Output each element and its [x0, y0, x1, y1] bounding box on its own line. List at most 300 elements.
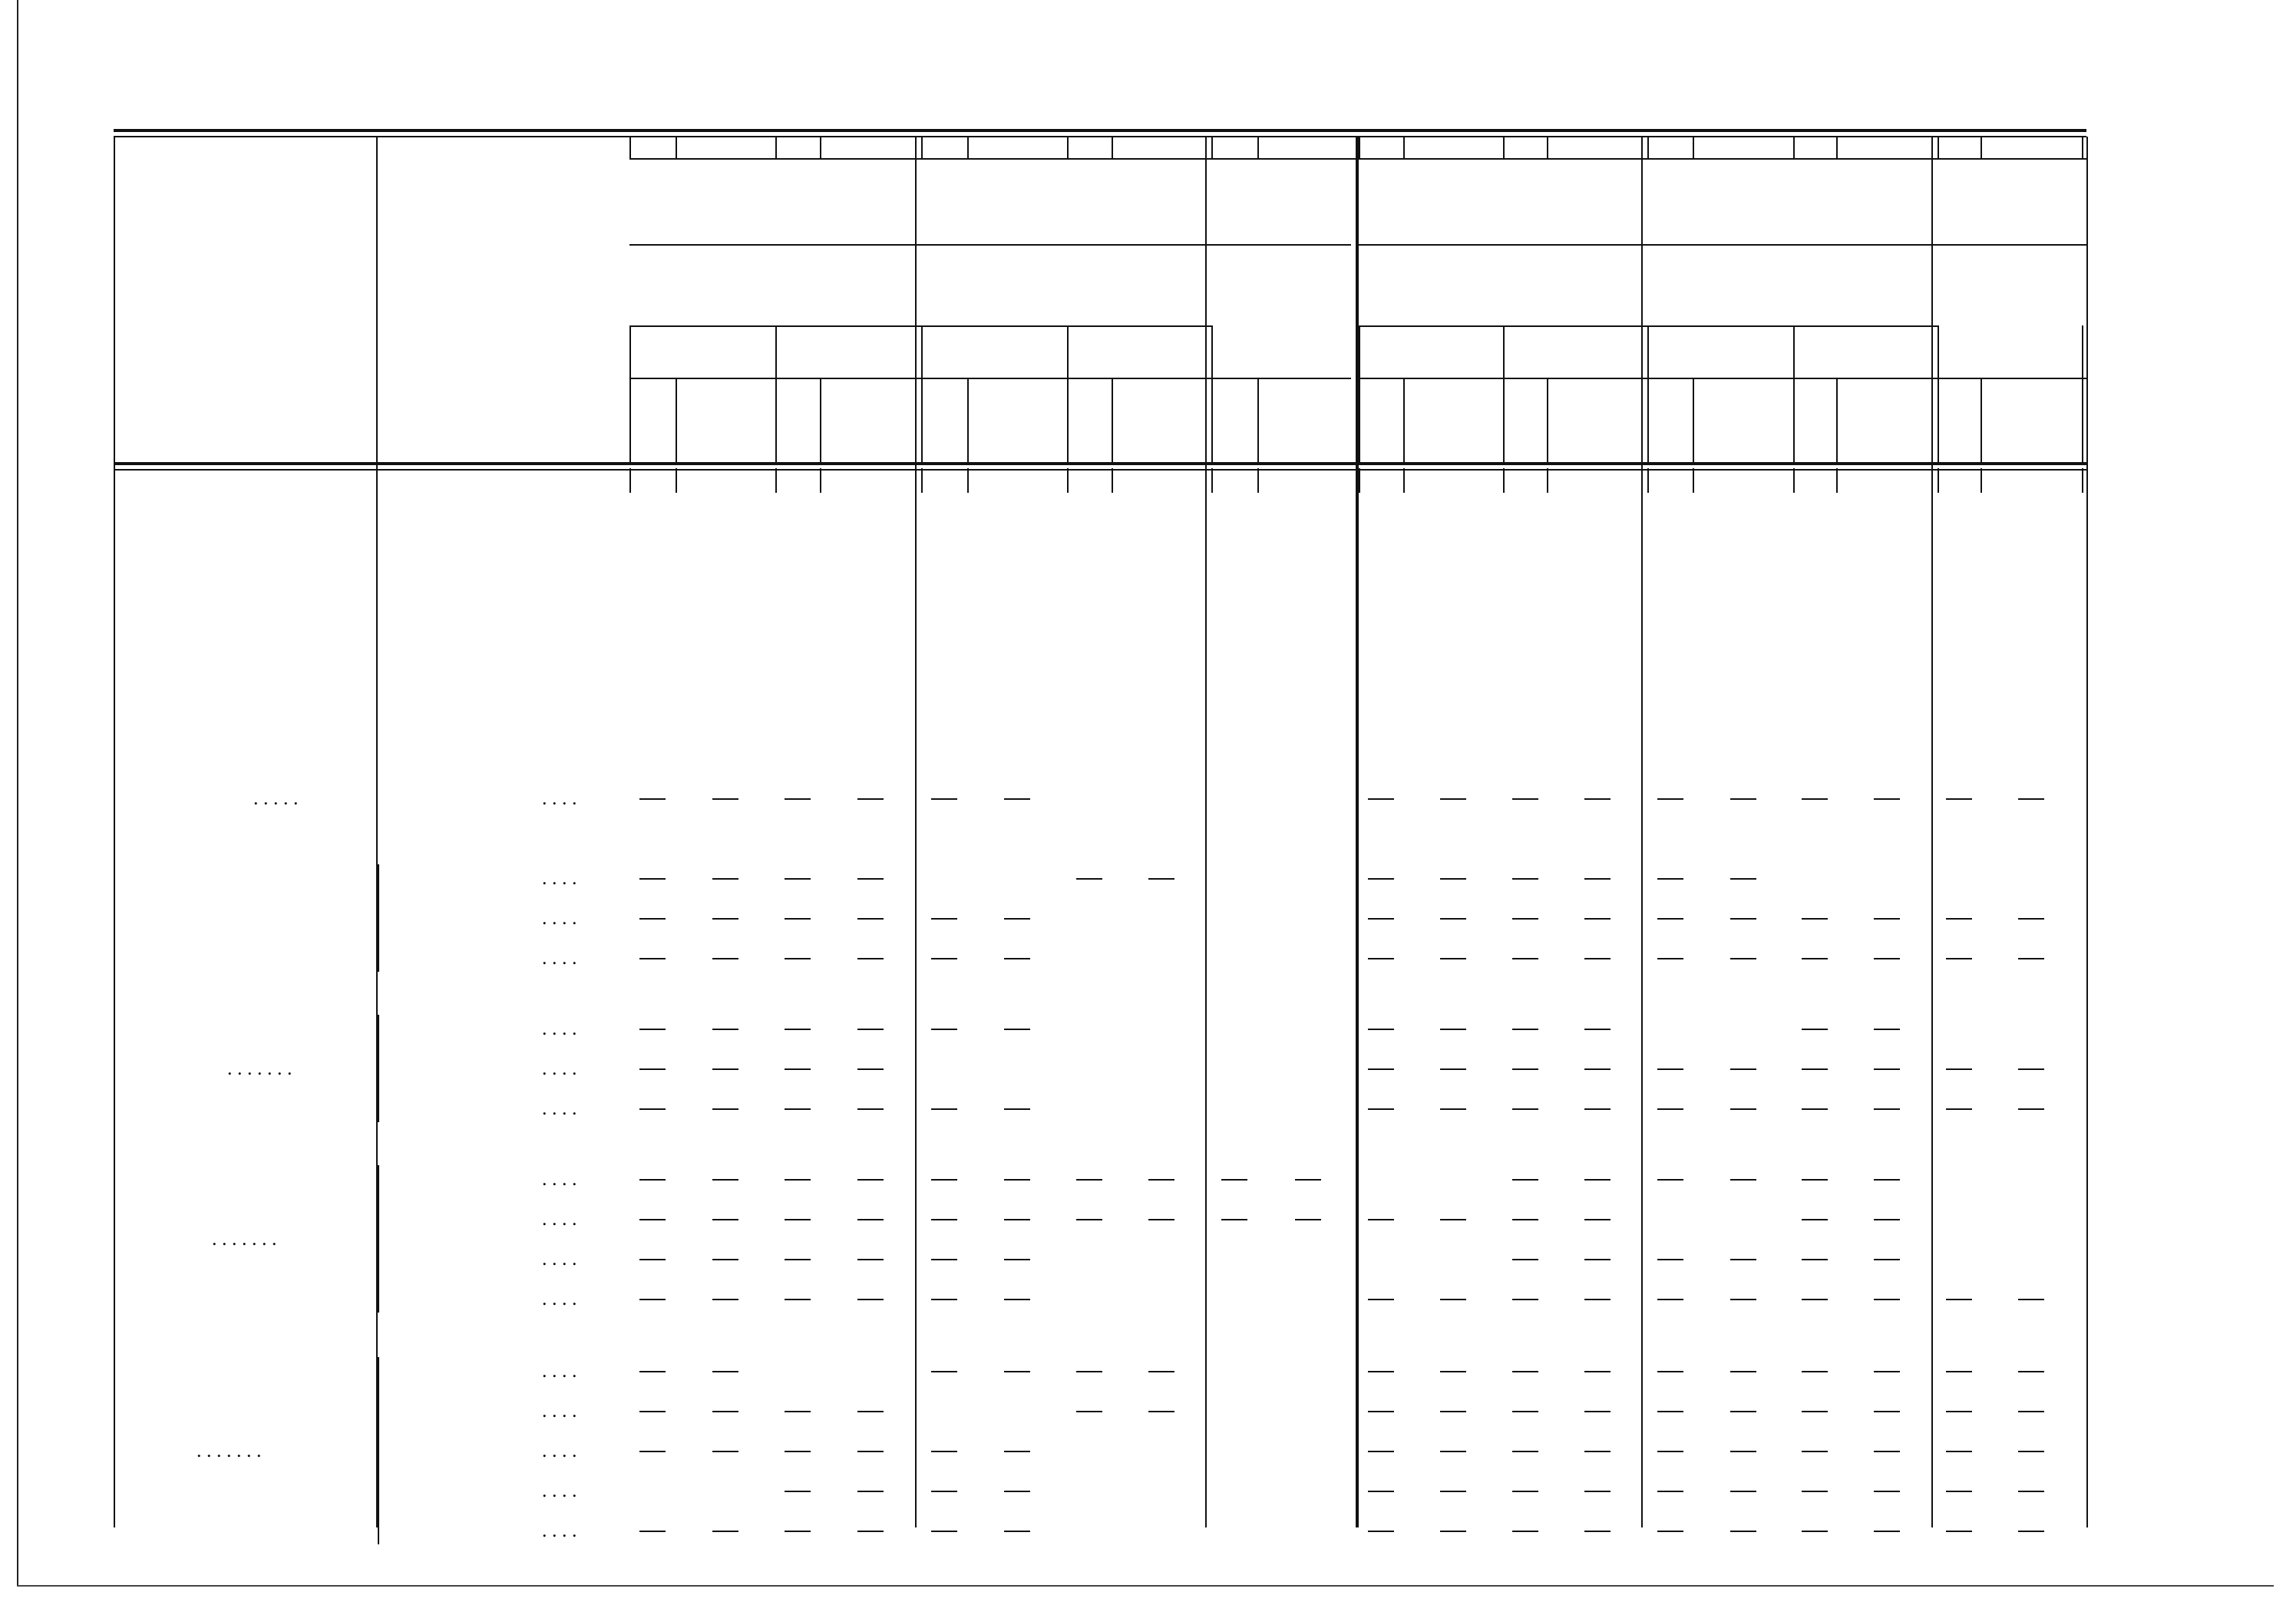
empty-cell-dash: [1946, 1451, 1972, 1452]
column-vline-sub: [1793, 325, 1795, 379]
empty-cell-dash: [1584, 878, 1611, 880]
empty-cell-dash: [1874, 1179, 1900, 1181]
empty-cell-dash: [1440, 1451, 1466, 1452]
empty-cell-dash: [639, 918, 666, 920]
leader-dots: . . . .: [542, 1167, 577, 1190]
empty-cell-dash: [931, 1451, 957, 1452]
empty-cell-dash: [785, 958, 811, 959]
empty-cell-dash: [1368, 1531, 1394, 1532]
column-vline-tick: [1503, 468, 1505, 493]
empty-cell-dash: [1802, 1411, 1828, 1412]
empty-cell-dash: [1874, 1531, 1900, 1532]
leader-dots: . . . .: [542, 1519, 577, 1541]
empty-cell-dash: [639, 1451, 666, 1452]
column-vline-units: [1836, 378, 1838, 464]
empty-cell-dash: [1584, 1108, 1611, 1110]
empty-cell-dash: [1512, 958, 1538, 959]
empty-cell-dash: [1148, 1371, 1174, 1372]
column-vline: [2082, 137, 2083, 160]
empty-cell-dash: [1584, 918, 1611, 920]
empty-cell-dash: [1946, 1068, 1972, 1070]
header-bottom-rule-2: [114, 469, 2086, 471]
leader-dots: . . . .: [542, 1097, 577, 1119]
empty-cell-dash: [1584, 1029, 1611, 1030]
column-vline-units: [820, 378, 821, 464]
empty-cell-dash: [1802, 1371, 1828, 1372]
empty-cell-dash: [639, 1179, 666, 1181]
empty-cell-dash: [1004, 1371, 1030, 1372]
empty-cell-dash: [857, 1451, 884, 1452]
empty-cell-dash: [1584, 1068, 1611, 1070]
column-vline-sub: [1359, 325, 1360, 379]
column-vline-tick: [1067, 468, 1069, 493]
group-vline: [915, 137, 917, 1527]
column-vline-tick: [676, 468, 677, 493]
table-top-rule: [114, 129, 2086, 132]
empty-cell-dash: [639, 1259, 666, 1260]
column-vline-tick: [1938, 468, 1939, 493]
country-leader-dots: . . . . . . .: [227, 1057, 292, 1079]
column-vline-sub: [1938, 325, 1939, 379]
empty-cell-dash: [785, 1219, 811, 1220]
column-vline: [1211, 137, 1213, 160]
empty-cell-dash: [857, 1531, 884, 1532]
leader-dots: . . . .: [542, 1439, 577, 1461]
empty-cell-dash: [1368, 1299, 1394, 1300]
empty-cell-dash: [857, 1108, 884, 1110]
empty-cell-dash: [1584, 1491, 1611, 1492]
empty-cell-dash: [1440, 798, 1466, 800]
empty-cell-dash: [1657, 1371, 1683, 1372]
column-vline: [1938, 137, 1939, 160]
empty-cell-dash: [931, 1531, 957, 1532]
empty-cell-dash: [1512, 1491, 1538, 1492]
page-edge-bottom: [17, 1585, 2274, 1587]
empty-cell-dash: [1657, 798, 1683, 800]
empty-cell-dash: [1512, 1451, 1538, 1452]
empty-cell-dash: [1802, 958, 1828, 959]
empty-cell-dash: [857, 958, 884, 959]
empty-cell-dash: [1802, 1068, 1828, 1070]
column-vline-units: [1793, 378, 1795, 464]
empty-cell-dash: [1874, 958, 1900, 959]
empty-cell-dash: [1440, 1068, 1466, 1070]
empty-cell-dash: [712, 1299, 738, 1300]
empty-cell-dash: [1004, 918, 1030, 920]
empty-cell-dash: [1076, 1371, 1102, 1372]
empty-cell-dash: [1295, 1179, 1321, 1181]
empty-cell-dash: [1730, 958, 1756, 959]
empty-cell-dash: [1368, 798, 1394, 800]
empty-cell-dash: [1584, 958, 1611, 959]
empty-cell-dash: [639, 1531, 666, 1532]
group-rule-arrived: [629, 244, 1351, 246]
header-bottom-rule: [114, 462, 2086, 465]
table-top-rule-2: [114, 136, 2086, 137]
empty-cell-dash: [639, 878, 666, 880]
empty-cell-dash: [1730, 1299, 1756, 1300]
group-brace: [378, 864, 379, 972]
column-vline-units: [967, 378, 969, 464]
column-vline-units: [1981, 378, 1982, 464]
empty-cell-dash: [639, 1219, 666, 1220]
group-vline: [1205, 137, 1207, 1527]
empty-cell-dash: [1657, 1259, 1683, 1260]
column-vline-tick: [1547, 468, 1548, 493]
empty-cell-dash: [712, 1259, 738, 1260]
empty-cell-dash: [1368, 958, 1394, 959]
page-edge-left: [17, 0, 18, 1585]
empty-cell-dash: [1730, 878, 1756, 880]
empty-cell-dash: [1946, 1411, 1972, 1412]
empty-cell-dash: [1512, 1531, 1538, 1532]
empty-cell-dash: [1148, 878, 1174, 880]
empty-cell-dash: [1874, 918, 1900, 920]
empty-cell-dash: [931, 1299, 957, 1300]
column-vline: [1981, 137, 1982, 160]
empty-cell-dash: [1004, 1491, 1030, 1492]
empty-cell-dash: [1802, 1259, 1828, 1260]
column-vline-sub: [775, 325, 777, 379]
empty-cell-dash: [1584, 1371, 1611, 1372]
empty-cell-dash: [857, 798, 884, 800]
empty-cell-dash: [1004, 798, 1030, 800]
empty-cell-dash: [1657, 1068, 1683, 1070]
empty-cell-dash: [1440, 958, 1466, 959]
empty-cell-dash: [1004, 1451, 1030, 1452]
empty-cell-dash: [1874, 1491, 1900, 1492]
empty-cell-dash: [1584, 1451, 1611, 1452]
empty-cell-dash: [1221, 1179, 1247, 1181]
empty-cell-dash: [857, 1299, 884, 1300]
empty-cell-dash: [712, 798, 738, 800]
empty-cell-dash: [1730, 1108, 1756, 1110]
empty-cell-dash: [1512, 1299, 1538, 1300]
group-vline: [1641, 137, 1643, 1527]
empty-cell-dash: [1730, 1371, 1756, 1372]
column-vline-tick: [820, 468, 821, 493]
empty-cell-dash: [712, 1108, 738, 1110]
major-vline: [2086, 137, 2088, 1527]
empty-cell-dash: [1512, 1068, 1538, 1070]
empty-cell-dash: [1368, 1068, 1394, 1070]
empty-cell-dash: [1657, 1531, 1683, 1532]
empty-cell-dash: [2018, 1451, 2044, 1452]
empty-cell-dash: [1657, 958, 1683, 959]
column-vline-sub: [1067, 325, 1069, 379]
empty-cell-dash: [1946, 798, 1972, 800]
empty-cell-dash: [1076, 1219, 1102, 1220]
empty-cell-dash: [1874, 1219, 1900, 1220]
empty-cell-dash: [857, 1491, 884, 1492]
column-vline-tick: [1359, 468, 1360, 493]
empty-cell-dash: [639, 798, 666, 800]
empty-cell-dash: [2018, 958, 2044, 959]
empty-cell-dash: [931, 798, 957, 800]
empty-cell-dash: [785, 1108, 811, 1110]
empty-cell-dash: [931, 1491, 957, 1492]
empty-cell-dash: [931, 918, 957, 920]
empty-cell-dash: [1004, 1531, 1030, 1532]
empty-cell-dash: [639, 1108, 666, 1110]
empty-cell-dash: [1946, 1531, 1972, 1532]
column-vline-units: [921, 378, 923, 464]
group-rule-departed: [1357, 244, 2086, 246]
column-vline-units: [676, 378, 677, 464]
leader-dots: . . . .: [542, 1017, 577, 1039]
empty-cell-dash: [857, 878, 884, 880]
empty-cell-dash: [1368, 878, 1394, 880]
leader-dots: . . . .: [542, 946, 577, 969]
group-brace: [378, 1165, 379, 1313]
column-vline: [629, 137, 631, 160]
column-vline-units: [1067, 378, 1069, 464]
leader-dots: . . . .: [542, 1247, 577, 1270]
empty-cell-dash: [931, 1029, 957, 1030]
column-vline-tick: [1112, 468, 1113, 493]
empty-cell-dash: [639, 1029, 666, 1030]
empty-cell-dash: [1004, 1219, 1030, 1220]
empty-cell-dash: [712, 918, 738, 920]
empty-cell-dash: [857, 1068, 884, 1070]
empty-cell-dash: [1512, 1179, 1538, 1181]
empty-cell-dash: [1584, 1411, 1611, 1412]
column-vline-units: [1647, 378, 1649, 464]
column-vline-units: [1403, 378, 1405, 464]
empty-cell-dash: [1512, 878, 1538, 880]
empty-cell-dash: [1730, 1491, 1756, 1492]
empty-cell-dash: [1368, 1451, 1394, 1452]
column-vline-units: [2082, 378, 2083, 464]
empty-cell-dash: [2018, 918, 2044, 920]
column-vline-sub: [1647, 325, 1649, 379]
empty-cell-dash: [1730, 798, 1756, 800]
empty-cell-dash: [857, 1029, 884, 1030]
unit-rule-dep: [1359, 378, 2086, 379]
empty-cell-dash: [1874, 1029, 1900, 1030]
empty-cell-dash: [1584, 1299, 1611, 1300]
empty-cell-dash: [1004, 1299, 1030, 1300]
empty-cell-dash: [785, 918, 811, 920]
empty-cell-dash: [1368, 1411, 1394, 1412]
empty-cell-dash: [1874, 1411, 1900, 1412]
empty-cell-dash: [1657, 878, 1683, 880]
empty-cell-dash: [1802, 1029, 1828, 1030]
empty-cell-dash: [2018, 1491, 2044, 1492]
empty-cell-dash: [1004, 958, 1030, 959]
empty-cell-dash: [785, 798, 811, 800]
empty-cell-dash: [785, 1491, 811, 1492]
empty-cell-dash: [1802, 1451, 1828, 1452]
empty-cell-dash: [1076, 1411, 1102, 1412]
leader-dots: . . . .: [542, 1479, 577, 1501]
empty-cell-dash: [785, 1068, 811, 1070]
empty-cell-dash: [1946, 958, 1972, 959]
empty-cell-dash: [2018, 1299, 2044, 1300]
empty-cell-dash: [639, 1371, 666, 1372]
empty-cell-dash: [931, 1219, 957, 1220]
column-vline: [775, 137, 777, 160]
empty-cell-dash: [1802, 1219, 1828, 1220]
leader-dots: . . . .: [542, 1359, 577, 1382]
empty-cell-dash: [1946, 1299, 1972, 1300]
empty-cell-dash: [639, 1299, 666, 1300]
empty-cell-dash: [1368, 1108, 1394, 1110]
leader-dots: . . . .: [542, 1399, 577, 1422]
empty-cell-dash: [1440, 1531, 1466, 1532]
empty-cell-dash: [1730, 1531, 1756, 1532]
empty-cell-dash: [1148, 1179, 1174, 1181]
empty-cell-dash: [1946, 918, 1972, 920]
empty-cell-dash: [1004, 1029, 1030, 1030]
column-vline-tick: [1647, 468, 1649, 493]
empty-cell-dash: [1946, 1108, 1972, 1110]
leader-dots: . . . .: [542, 787, 577, 809]
column-vline-units: [1359, 378, 1360, 464]
column-vline-sub: [1211, 325, 1213, 379]
column-vline-units: [1112, 378, 1113, 464]
sub-rule-dep: [1359, 325, 1939, 327]
empty-cell-dash: [1368, 918, 1394, 920]
column-vline-tick: [629, 468, 631, 493]
empty-cell-dash: [931, 958, 957, 959]
empty-cell-dash: [2018, 1371, 2044, 1372]
empty-cell-dash: [1512, 1259, 1538, 1260]
leader-dots: . . . .: [542, 907, 577, 929]
empty-cell-dash: [1802, 1491, 1828, 1492]
leader-dots: . . . .: [542, 867, 577, 889]
column-vline-units: [1257, 378, 1259, 464]
empty-cell-dash: [1512, 1029, 1538, 1030]
empty-cell-dash: [931, 1371, 957, 1372]
empty-cell-dash: [1440, 1029, 1466, 1030]
column-vline: [1112, 137, 1113, 160]
empty-cell-dash: [1874, 1299, 1900, 1300]
leader-dots: . . . .: [542, 1057, 577, 1079]
column-vline-units: [775, 378, 777, 464]
column-vline-units: [1938, 378, 1939, 464]
column-vline: [1359, 137, 1360, 160]
empty-cell-dash: [712, 1219, 738, 1220]
column-vline-sub: [629, 325, 631, 379]
column-vline: [1647, 137, 1649, 160]
column-vline-tick: [1693, 468, 1694, 493]
empty-cell-dash: [1946, 1371, 1972, 1372]
group-vline: [1931, 137, 1933, 1527]
empty-cell-dash: [857, 1411, 884, 1412]
empty-cell-dash: [1076, 878, 1102, 880]
empty-cell-dash: [1512, 918, 1538, 920]
empty-cell-dash: [1368, 1029, 1394, 1030]
empty-cell-dash: [2018, 798, 2044, 800]
empty-cell-dash: [1584, 1531, 1611, 1532]
empty-cell-dash: [1440, 1299, 1466, 1300]
column-vline: [1836, 137, 1838, 160]
empty-cell-dash: [785, 1451, 811, 1452]
column-vline-tick: [1403, 468, 1405, 493]
empty-cell-dash: [1874, 1259, 1900, 1260]
empty-cell-dash: [1512, 798, 1538, 800]
empty-cell-dash: [1440, 1371, 1466, 1372]
column-vline-units: [629, 378, 631, 464]
column-vline-units: [1693, 378, 1694, 464]
empty-cell-dash: [712, 1371, 738, 1372]
empty-cell-dash: [2018, 1411, 2044, 1412]
empty-cell-dash: [712, 1029, 738, 1030]
empty-cell-dash: [857, 1219, 884, 1220]
empty-cell-dash: [785, 1179, 811, 1181]
column-vline-units: [1503, 378, 1505, 464]
empty-cell-dash: [1802, 798, 1828, 800]
empty-cell-dash: [1512, 1219, 1538, 1220]
empty-cell-dash: [1368, 1371, 1394, 1372]
column-vline-tick: [921, 468, 923, 493]
empty-cell-dash: [2018, 1108, 2044, 1110]
empty-cell-dash: [1512, 1108, 1538, 1110]
group-brace: [378, 1357, 379, 1544]
column-vline-sub: [921, 325, 923, 379]
empty-cell-dash: [785, 878, 811, 880]
empty-cell-dash: [1512, 1411, 1538, 1412]
group-brace: [378, 1015, 379, 1122]
empty-cell-dash: [1874, 1451, 1900, 1452]
empty-cell-dash: [857, 918, 884, 920]
empty-cell-dash: [931, 1259, 957, 1260]
empty-cell-dash: [1802, 1108, 1828, 1110]
empty-cell-dash: [931, 1108, 957, 1110]
major-vline: [376, 137, 378, 1527]
empty-cell-dash: [1657, 1491, 1683, 1492]
empty-cell-dash: [931, 1179, 957, 1181]
column-vline-tick: [1981, 468, 1982, 493]
empty-cell-dash: [1730, 1451, 1756, 1452]
column-vline-tick: [967, 468, 969, 493]
empty-cell-dash: [1584, 798, 1611, 800]
column-vline: [1547, 137, 1548, 160]
empty-cell-dash: [1802, 918, 1828, 920]
empty-cell-dash: [712, 1531, 738, 1532]
empty-cell-dash: [1512, 1371, 1538, 1372]
empty-cell-dash: [1730, 1068, 1756, 1070]
place-leader-dots: . . . . .: [253, 787, 299, 809]
empty-cell-dash: [1584, 1219, 1611, 1220]
major-vline: [114, 137, 115, 1527]
empty-cell-dash: [1004, 1179, 1030, 1181]
empty-cell-dash: [1440, 1411, 1466, 1412]
empty-cell-dash: [785, 1411, 811, 1412]
column-vline-tick: [1793, 468, 1795, 493]
empty-cell-dash: [1440, 1491, 1466, 1492]
empty-cell-dash: [1657, 1411, 1683, 1412]
empty-cell-dash: [1802, 1179, 1828, 1181]
empty-cell-dash: [1221, 1219, 1247, 1220]
empty-cell-dash: [1004, 1108, 1030, 1110]
column-vline-tick: [1836, 468, 1838, 493]
column-vline: [967, 137, 969, 160]
empty-cell-dash: [1802, 1531, 1828, 1532]
empty-cell-dash: [1802, 1299, 1828, 1300]
empty-cell-dash: [1368, 1219, 1394, 1220]
empty-cell-dash: [1584, 1259, 1611, 1260]
column-vline-units: [1547, 378, 1548, 464]
empty-cell-dash: [785, 1029, 811, 1030]
empty-cell-dash: [1295, 1219, 1321, 1220]
empty-cell-dash: [1657, 1299, 1683, 1300]
empty-cell-dash: [1148, 1219, 1174, 1220]
empty-cell-dash: [857, 1259, 884, 1260]
empty-cell-dash: [1730, 1259, 1756, 1260]
empty-cell-dash: [712, 878, 738, 880]
